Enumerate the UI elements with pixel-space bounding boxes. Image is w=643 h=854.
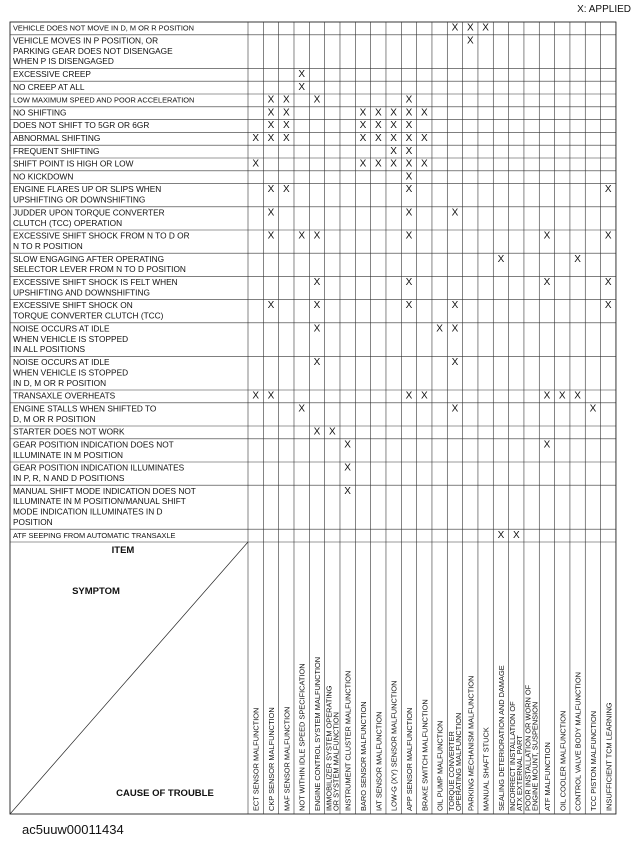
cause-label: BARO SENSOR MALFUNCTION [358, 701, 368, 811]
cause-label: PARKING MECHANISM MALFUNCTION [466, 675, 476, 811]
symptom-text: ENGINE FLARES UP OR SLIPS WHEN [13, 184, 162, 195]
applied-mark: X [267, 184, 275, 196]
symptom-text: NO SHIFTING [13, 107, 67, 118]
applied-mark: X [267, 207, 275, 219]
applied-mark: X [574, 253, 581, 265]
symptom-text: UPSHIFTING OR DOWNSHIFTING [13, 194, 146, 205]
applied-mark: X [405, 300, 413, 312]
symptom-text: GEAR POSITION INDICATION ILLUMINATES [13, 462, 185, 473]
symptom-text: MODE INDICATION ILLUMINATES IN D [13, 506, 163, 517]
header-symptom: SYMPTOM [72, 586, 120, 597]
cause-label: MAF SENSOR MALFUNCTION [282, 706, 292, 811]
applied-mark: X [282, 120, 290, 132]
applied-mark: X [252, 390, 260, 402]
symptom-text: MANUAL SHIFT MODE INDICATION DOES NOT [13, 485, 196, 496]
applied-mark: X [420, 133, 428, 144]
symptom-text: IN ALL POSITIONS [13, 344, 86, 355]
applied-mark: X [451, 207, 459, 219]
symptom-text: JUDDER UPON TORQUE CONVERTER [13, 207, 165, 218]
symptom-text: ILLUMINATE IN M POSITION/MANUAL SHIFT [13, 496, 186, 507]
symptom-text: N TO R POSITION [13, 241, 83, 251]
cause-label: IMMOBILIZER SYSTEM OPERATING [324, 685, 334, 811]
symptom-text: D, M OR R POSITION [13, 413, 96, 424]
applied-mark: X [359, 120, 367, 132]
cause-label: NOT WITHIN IDLE SPEED SPECIFICATION [297, 663, 307, 811]
applied-mark: X [543, 390, 551, 402]
applied-mark: X [313, 277, 321, 288]
applied-mark: X [282, 94, 290, 106]
applied-mark: X [267, 94, 275, 106]
symptom-text: SLOW ENGAGING AFTER OPERATING [13, 253, 165, 264]
applied-mark: X [282, 107, 290, 119]
applied-mark: X [543, 277, 551, 288]
applied-mark: X [451, 403, 459, 415]
symptom-text: IN P, R, N AND D POSITIONS [13, 473, 125, 483]
cause-label: OR SYSTEM MALFUNCTION [331, 712, 341, 811]
matrix-header [72, 545, 613, 811]
applied-mark: X [267, 120, 275, 132]
applied-mark: X [451, 300, 459, 312]
cause-label: SEALING DETERIORATION AND DAMAGE [496, 665, 506, 811]
applied-mark: X [574, 390, 581, 402]
applied-mark: X [604, 230, 612, 242]
symptom-text: STARTER DOES NOT WORK [13, 426, 125, 437]
cause-label: POOR INSTALLATION OR WORN OF [523, 684, 533, 811]
symptom-text: TORQUE CONVERTER CLUTCH (TCC) [13, 310, 164, 321]
applied-mark: X [359, 133, 367, 144]
applied-mark: X [543, 439, 551, 451]
cause-label: LOW-G (XY) SENSOR MALFUNCTION [389, 680, 399, 811]
cause-label: TORQUE CONVERTER [446, 731, 456, 811]
applied-mark: X [267, 230, 275, 242]
symptom-text: ATF SEEPING FROM AUTOMATIC TRANSAXLE [13, 530, 176, 540]
applied-mark: X [359, 158, 367, 170]
header-cause-of-trouble: CAUSE OF TROUBLE [116, 788, 214, 799]
applied-mark: X [558, 390, 566, 402]
applied-mark: X [390, 158, 397, 170]
applied-mark: X [298, 69, 305, 80]
applied-mark: X [604, 184, 612, 196]
applied-mark: X [405, 145, 413, 157]
cause-label: MANUAL SHAFT STUCK [481, 727, 491, 811]
symptom-text: IN D, M OR R POSITION [13, 377, 107, 388]
cause-label: BRAKE SWITCH MALFUNCTION [420, 699, 430, 811]
applied-mark: X [497, 253, 505, 265]
applied-mark: X [451, 22, 459, 34]
symptom-column [13, 24, 196, 540]
symptom-text: EXCESSIVE SHIFT SHOCK FROM N TO D OR [13, 230, 190, 241]
applied-mark: X [298, 403, 305, 415]
applied-mark: X [466, 35, 474, 47]
applied-mark: X [405, 158, 413, 170]
applied-mark: X [589, 403, 597, 415]
applied-mark: X [512, 529, 520, 541]
header-diagonal [10, 542, 248, 814]
applied-mark: X [390, 145, 397, 157]
applied-mark: X [420, 158, 428, 170]
applied-mark: X [390, 133, 397, 144]
applied-mark: X [282, 184, 290, 196]
applied-mark: X [482, 22, 489, 34]
cause-label: INCORRECT INSTALLATION OF [508, 701, 518, 811]
applied-mark: X [313, 323, 321, 335]
applied-mark: X [374, 158, 382, 170]
applied-mark: X [497, 529, 505, 541]
cause-label: CKP SENSOR MALFUNCTION [266, 707, 276, 811]
applied-mark: X [405, 133, 413, 144]
applied-mark: X [313, 300, 321, 312]
applied-mark: X [405, 390, 413, 402]
applied-mark: X [267, 107, 275, 119]
applied-mark: X [267, 300, 275, 312]
cause-label: OIL COOLER MALFUNCTION [558, 710, 568, 811]
applied-mark: X [374, 133, 382, 144]
symptom-text: GEAR POSITION INDICATION DOES NOT [13, 439, 174, 450]
symptom-text: NO KICKDOWN [13, 171, 74, 182]
applied-mark: X [344, 485, 351, 497]
cause-label: TCC PISTON MALFUNCTION [588, 710, 598, 811]
cause-label: ENGINE CONTROL SYSTEM MALFUNCTION [312, 656, 322, 811]
cause-label: ATF MALFUNCTION [542, 742, 552, 811]
applied-mark: X [405, 107, 413, 119]
applied-mark: X [298, 81, 305, 93]
applied-mark: X [451, 323, 459, 335]
image-code: ac5uuw00011434 [22, 822, 124, 837]
symptom-text: ILLUMINATE IN M POSITION [13, 449, 124, 460]
applied-mark: X [313, 230, 321, 242]
applied-mark: X [604, 277, 612, 288]
symptom-text: NOISE OCCURS AT IDLE [13, 323, 110, 334]
symptom-text: UPSHIFTING AND DOWNSHIFTING [13, 287, 150, 298]
applied-mark: X [436, 323, 443, 335]
symptom-text: NOISE OCCURS AT IDLE [13, 357, 110, 367]
applied-mark: X [604, 300, 612, 312]
applied-mark: X [252, 158, 260, 170]
applied-mark: X [451, 357, 459, 368]
symptom-text: FREQUENT SHIFTING [13, 145, 100, 156]
symptom-text: VEHICLE DOES NOT MOVE IN D, M OR R POSITION [13, 23, 194, 33]
applied-mark: X [267, 390, 275, 402]
applied-mark: X [405, 184, 413, 196]
applied-mark: X [252, 133, 260, 144]
header-item: ITEM [111, 545, 135, 556]
symptom-text: ABNORMAL SHIFTING [13, 133, 101, 143]
applied-mark: X [313, 357, 321, 368]
applied-mark: X [359, 107, 367, 119]
applied-mark: X [543, 230, 551, 242]
symptom-text: PARKING GEAR DOES NOT DISENGAGE [13, 45, 173, 56]
applied-mark: X [466, 22, 474, 34]
symptom-text: NO CREEP AT ALL [13, 81, 85, 92]
cause-label: ATX EXTERNAL PART [515, 735, 525, 811]
symptom-text: CLUTCH (TCC) OPERATION [13, 217, 123, 228]
cause-label: ECT SENSOR MALFUNCTION [251, 707, 261, 811]
applied-mark: X [405, 120, 413, 132]
applied-mark: X [374, 120, 382, 132]
applied-mark: X [420, 390, 428, 402]
cause-label: OIL PUMP MALFUNCTION [435, 720, 445, 811]
cause-label: IAT SENSOR MALFUNCTION [374, 711, 384, 811]
symptom-text: ENGINE STALLS WHEN SHIFTED TO [13, 403, 157, 414]
cause-label: INSUFFICIENT TCM LEARNING [604, 702, 614, 811]
symptom-text: EXCESSIVE SHIFT SHOCK IS FELT WHEN [13, 277, 178, 287]
applied-mark: X [390, 107, 397, 119]
applied-mark: X [405, 171, 413, 183]
applied-mark: X [282, 133, 290, 144]
applied-mark: X [298, 230, 305, 242]
symptom-text: VEHICLE MOVES IN P POSITION, OR [13, 35, 159, 46]
symptom-text: POSITION [13, 517, 53, 527]
cause-label: INSTRUMENT CLUSTER MALFUNCTION [343, 670, 353, 811]
cause-label: ENGINE MOUNT, SUSPENSION [530, 701, 540, 811]
applied-mark: X [267, 133, 275, 144]
symptom-text: DOES NOT SHIFT TO 5GR OR 6GR [13, 120, 150, 131]
symptom-text: LOW MAXIMUM SPEED AND POOR ACCELERATION [13, 95, 195, 105]
applied-mark: X [420, 107, 428, 119]
symptom-text: WHEN P IS DISENGAGED [13, 56, 114, 67]
symptom-text: SHIFT POINT IS HIGH OR LOW [13, 158, 134, 169]
cause-label: CONTROL VALVE BODY MALFUNCTION [573, 672, 583, 811]
symptom-text: TRANSAXLE OVERHEATS [13, 390, 116, 401]
applied-mark: X [405, 230, 413, 242]
symptom-text: SELECTOR LEVER FROM N TO D POSITION [13, 264, 186, 275]
applied-mark: X [313, 94, 321, 106]
applied-mark: X [390, 120, 397, 132]
symptom-text: WHEN VEHICLE IS STOPPED [13, 333, 129, 344]
cause-label: APP SENSOR MALFUNCTION [404, 707, 414, 811]
symptom-text: EXCESSIVE SHIFT SHOCK ON [13, 300, 133, 311]
applied-mark: X [344, 462, 351, 474]
applied-mark: X [313, 426, 321, 438]
applied-mark: X [344, 439, 351, 451]
applied-mark: X [405, 207, 413, 219]
legend: X: APPLIED [577, 4, 631, 15]
cause-label: OPERATING MALFUNCTION [453, 712, 463, 811]
applied-mark: X [374, 107, 382, 119]
applied-mark: X [328, 426, 336, 438]
applied-mark: X [405, 94, 413, 106]
symptom-text: EXCESSIVE CREEP [13, 69, 91, 79]
symptom-text: WHEN VEHICLE IS STOPPED [13, 367, 129, 378]
applied-mark: X [405, 277, 413, 288]
